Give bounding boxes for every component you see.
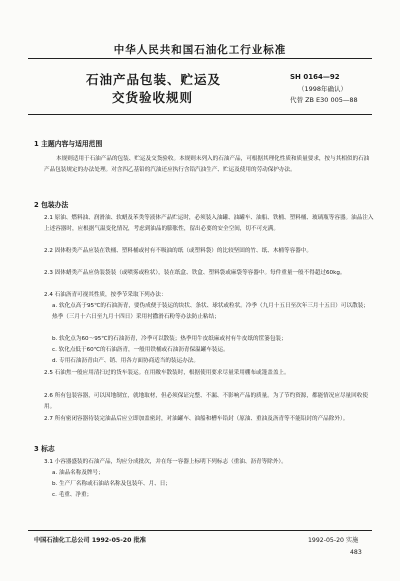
effective-date: 1992-05-20 实施 [308,537,359,544]
section-3-heading: 3 标志 [34,445,55,453]
clause-3-1: 3.1 小容器盛装的石油产品，均应分成批次，并在每一容器上标明下列标志（重油、沥青等除外）。 [44,459,287,465]
confirm-year: （1998年确认） [298,85,348,93]
clause-3-1-c: c. 毛重、净重； [52,492,93,498]
clause-3-1-b: b. 生产厂名称或石油站名称及包装年、月、日； [52,481,171,487]
section-1-heading: 1 主题内容与适用范围 [34,140,103,148]
replaces-standard: 代替 ZB E30 005—88 [290,96,358,104]
clause-2-6: 2.6 所有包装容器，可以因地制宜，就地取材，但必须保证完整、不漏、不影响产品的质量。为了节约资源，都能情况应尽量回收使用。 [44,393,368,410]
clause-2-4-d: d. 专用石油沥青由产、销、用各方面协商适当的装运办法。 [52,358,199,364]
clause-2-4: 2.4 石油沥青可视其性质，按季节采取下列办法： [44,292,167,298]
clause-3-1-a: a. 油品名称及牌号； [52,470,104,476]
page-number: 483 [350,549,362,556]
clause-2-4-a: a. 软化点高于95℃的石油沥青，要伪成便于装运的块状、条状、球状或粒状。冷季（九月十五日至次年三月十五日）可以散装；热季（三月十六日至九月十四日）采用衬撒滑石粉等办法防止粘结； [52,303,369,320]
clause-2-2: 2.2 固体粉类产品应装在铁桶、塑料桶或衬有不吸油的纸（或塑料袋）的比较坚固的竹、纸、木桶等容器中。 [44,248,312,254]
clause-2-1: 2.1 原油、燃料油、润滑油、软蜡及苯类等液体产品贮运时，必须装入油罐、油罐车、油船、铁桶、塑料桶、玻璃瓶等容器。油品注入上述容器时，应根据气温变化情况，考虑到油品的膨胀性，留出必要的安全空间，切不可充满。 [44,215,374,232]
clause-2-7: 2.7 所有密闭容器待装完油品后应立即加盖密封，对油罐车、油船和槽车铅封（原油、重油及沥青等不能铅封的产品除外）。 [44,416,349,422]
standard-number: SH 0164—92 [290,73,340,81]
title-rule [28,114,372,115]
header-rule [28,58,372,59]
clause-2-4-c: c. 软化点低于60℃的石油沥青，一般用铁桶或石油沥青保温罐车装运。 [52,347,229,353]
clause-2-4-b: b. 软化点为60～95℃的石油沥青，冷季可以散装；热季用牛皮纸麻或衬有牛皮纸的筐篓包装； [52,336,287,342]
section-1-text: 本规则适用于石油产品的包装、贮运及交货验收。本规则未列入的石油产品，可根据其理化性质和质量要求，按与其相似的石油产品包装规定的办法处理。对含四乙基铅的汽油还应执行含铅汽油生产、贮运及使用的劳动保护办法。 [44,156,370,173]
doc-title-line1: 石油产品包装、贮运及 [86,72,222,87]
clause-2-3: 2.3 固体蜡类产品应伪装袋装（或喷雾或粒状），装在纸盒、铁盒、塑料袋或麻袋等容器中。每件重量一般不得超过60kg。 [44,270,346,276]
clause-2-5: 2.5 石油焦一般应用清扫过的货车装运。在用敞车散装时，根据使用要求尽量采用棚布或篷盖盖上。 [44,370,290,376]
section-2-heading: 2 包装办法 [34,201,69,209]
standard-header: 中华人民共和国石油化工行业标准 [113,44,287,56]
approval-note: 中国石油化工总公司 1992-05-20 批准 [34,537,146,544]
doc-title-line2: 交货验收规则 [112,90,194,105]
footer-rule [28,530,372,531]
